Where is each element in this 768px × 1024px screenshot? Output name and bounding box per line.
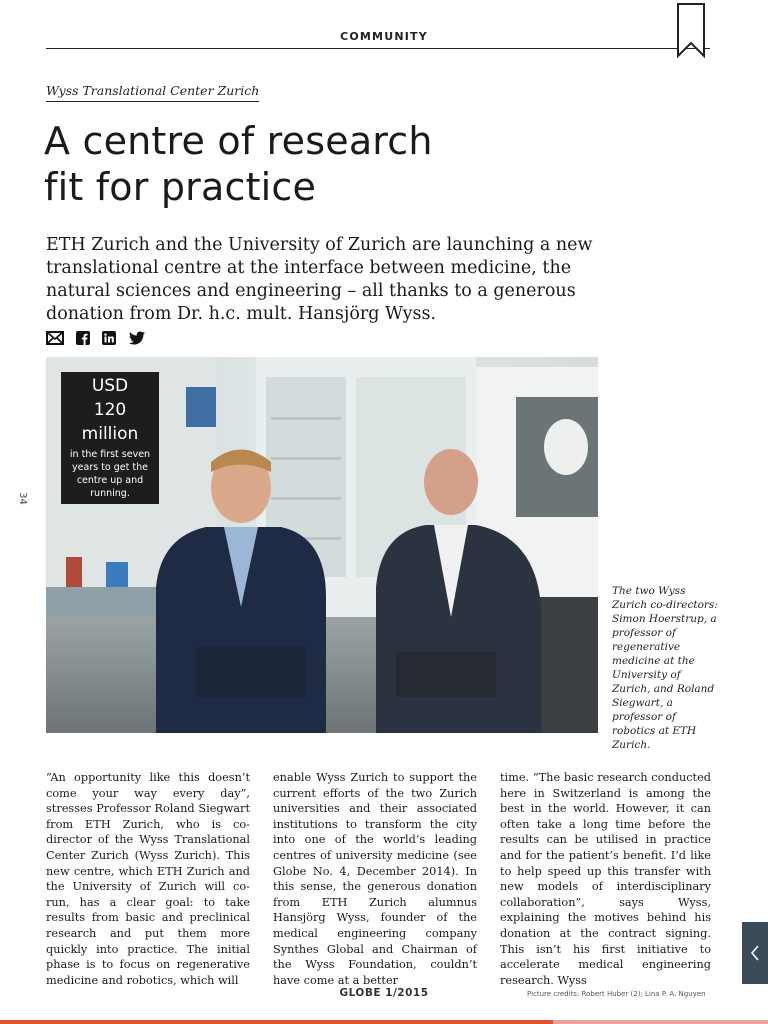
- stat-unit: million: [81, 424, 139, 444]
- reading-progress-bar: [0, 1020, 768, 1024]
- header-rule: [46, 48, 710, 49]
- article-lead: ETH Zurich and the University of Zurich are launching a new translational centre at the interface between medicine, the natural sciences and engineering – all thanks to a generous donation from Dr. h.c. mult. Hansjörg Wyss.: [46, 235, 593, 324]
- body-column-2: enable Wyss Zurich to support the current efforts of the two Zurich universities and their associated institutions to transform the city into one of the world’s leading centres of university medicine (see Globe No. 4, December 2014). In this sense, the generous donation from ETH Zurich alumnus Hansjörg Wyss, founder of the medical engineering company Synthes Global and Chairman of the Wyss Foundation, couldn’t have come at a better: [273, 771, 477, 987]
- headline-line-1: A centre of research: [44, 119, 433, 163]
- photo-caption: The two Wyss Zurich co-directors: Simon Hoerstrup, a professor of regenerative medicine at the University of Zurich, and Roland Siegwart, a professor of robotics at ETH Zurich.: [612, 585, 718, 751]
- twitter-icon[interactable]: [128, 331, 146, 345]
- body-column-1: “An opportunity like this doesn’t come your way every day”, stresses Professor Roland Siegwart from ETH Zurich, who is co-director of the Wyss Translational Center Zurich (Wyss Zurich). This new centre, which ETH Zurich and the University of Zurich will co-run, has a clear goal: to take results from basic and preclinical research and put them more quickly into practice. The initial phase is to focus on regenerative medicine and robotics, which will: [46, 771, 250, 987]
- chevron-left-icon: [749, 944, 761, 962]
- page-number: 34: [16, 492, 28, 505]
- article-kicker: Wyss Translational Center Zurich: [46, 83, 259, 102]
- stat-note: in the first seven years to get the centre up and running.: [69, 449, 151, 499]
- previous-page-button[interactable]: [742, 922, 768, 984]
- section-label: COMMUNITY: [340, 30, 428, 43]
- headline-line-2: fit for practice: [44, 165, 317, 209]
- picture-credits: Picture credits: Robert Huber (2); Lina P. A. Nguyen: [527, 990, 706, 998]
- facebook-icon[interactable]: [76, 331, 90, 345]
- body-column-3: time. “The basic research conducted here in Switzerland is among the best in the world. However, it can often take a long time before the results can be utilised in practice and for the patient’s benefit. I’d like to help speed up this transfer with new models of interdisciplinary collaboration”, says Wyss, explaining the motives behind his donation at the contract signing. This isn’t his first initiative to accelerate medical engineering research. Wyss: [500, 771, 711, 987]
- stat-currency: USD: [91, 376, 129, 396]
- magazine-issue: GLOBE 1/2015: [339, 987, 429, 999]
- share-bar: [46, 331, 146, 345]
- stat-amount: 120: [93, 400, 127, 420]
- mail-icon[interactable]: [46, 331, 64, 345]
- bookmark-icon[interactable]: [676, 2, 706, 58]
- stat-box: [61, 372, 159, 504]
- article-headline: [44, 118, 604, 210]
- linkedin-icon[interactable]: [102, 331, 116, 345]
